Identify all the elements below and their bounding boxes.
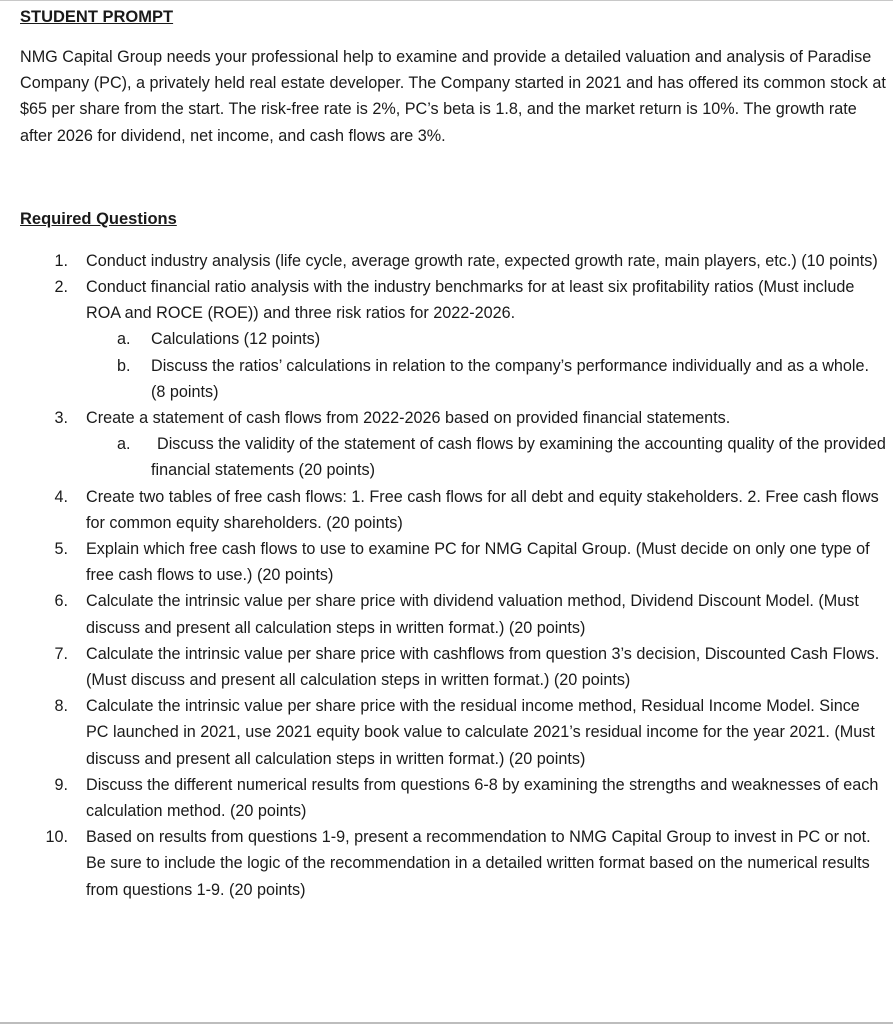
question-10: [20, 824, 886, 903]
sub-text: Calculations (12 points): [151, 330, 321, 349]
question-number: 4.: [54, 487, 68, 506]
question-list: [20, 248, 886, 903]
question-text: Conduct industry analysis (life cycle, average growth rate, expected growth rate, main players, etc.) (10 points): [86, 251, 878, 270]
question-4: [20, 484, 886, 536]
question-number: 8.: [54, 697, 68, 716]
question-2: [20, 274, 886, 326]
question-text: Based on results from questions 1-9, present a recommendation to NMG Capital Group to invest in PC or not. Be sure to include the logic of the recommendation in a detailed written format based on the numerical results from questions 1-9. (20 points): [86, 828, 871, 899]
question-text: Conduct financial ratio analysis with the industry benchmarks for at least six profitability ratios (Must include ROA and ROCE (ROE)) and three risk ratios for 2022-2026.: [86, 278, 855, 323]
sub-text: Discuss the validity of the statement of cash flows by examining the accounting quality of the provided financial statements (20 points): [151, 435, 886, 480]
sub-letter: a.: [117, 435, 131, 454]
question-number: 10.: [45, 828, 68, 847]
question-number: 3.: [54, 409, 68, 428]
question-9: [20, 772, 886, 824]
required-questions-heading: Required Questions: [20, 209, 177, 228]
question-number: 5.: [54, 540, 68, 559]
student-prompt-heading: STUDENT PROMPT: [20, 8, 174, 26]
question-number: 1.: [54, 251, 68, 270]
question-1: [20, 248, 886, 274]
document-page: [20, 6, 886, 903]
question-number: 6.: [54, 592, 68, 611]
question-text: Calculate the intrinsic value per share price with dividend valuation method, Dividend Discount Model. (Must discuss and present all calculation steps in written format.) (20 points): [86, 592, 859, 637]
question-3-sub-a: [20, 431, 886, 483]
intro-paragraph: NMG Capital Group needs your professional help to examine and provide a detailed valuation and analysis of Paradise Company (PC), a privately held real estate developer. The Company started in 2021 and has offered its common stock at $65 per share from the start. The risk-free rate is 2%, PC’s beta is 1.8, and the market return is 10%. The growth rate after 2026 for dividend, net income, and cash flows are 3%.: [20, 48, 886, 145]
question-5: [20, 536, 886, 588]
question-text: Calculate the intrinsic value per share price with the residual income method, Residual Income Model. Since PC launched in 2021, use 2021 equity book value to calculate 2021’s residual income for the year 2021. (Must discuss and present all calculation steps in written format.) (20 points): [86, 697, 875, 768]
question-7: [20, 641, 886, 693]
question-number: 2.: [54, 278, 68, 297]
question-text: Calculate the intrinsic value per share price with cashflows from question 3’s decision, Discounted Cash Flows. (Must discuss and present all calculation steps in written format.) (20 points): [86, 644, 880, 690]
question-6: [20, 588, 886, 640]
question-number: 9.: [54, 775, 68, 794]
question-3: [20, 405, 886, 431]
question-text: Discuss the different numerical results from questions 6-8 by examining the strengths and weaknesses of each calculation method. (20 points): [86, 775, 879, 821]
question-8: [20, 693, 886, 772]
question-2-sub-b: [20, 353, 886, 405]
question-text: Create two tables of free cash flows: 1. Free cash flows for all debt and equity stakeholders. 2. Free cash flows for common equity shareholders. (20 points): [86, 487, 879, 532]
question-number: 7.: [54, 644, 68, 663]
question-2-sub-a: [20, 326, 886, 352]
question-text: Explain which free cash flows to use to examine PC for NMG Capital Group. (Must decide on only one type of free cash flows to use.) (20 points): [86, 540, 870, 585]
top-divider: [0, 0, 893, 1]
sub-letter: a.: [117, 330, 131, 349]
sub-letter: b.: [117, 356, 131, 375]
question-text: Create a statement of cash flows from 2022-2026 based on provided financial statements.: [86, 409, 731, 428]
sub-text: Discuss the ratios’ calculations in relation to the company’s performance individually and as a whole. (8 points): [151, 356, 870, 401]
